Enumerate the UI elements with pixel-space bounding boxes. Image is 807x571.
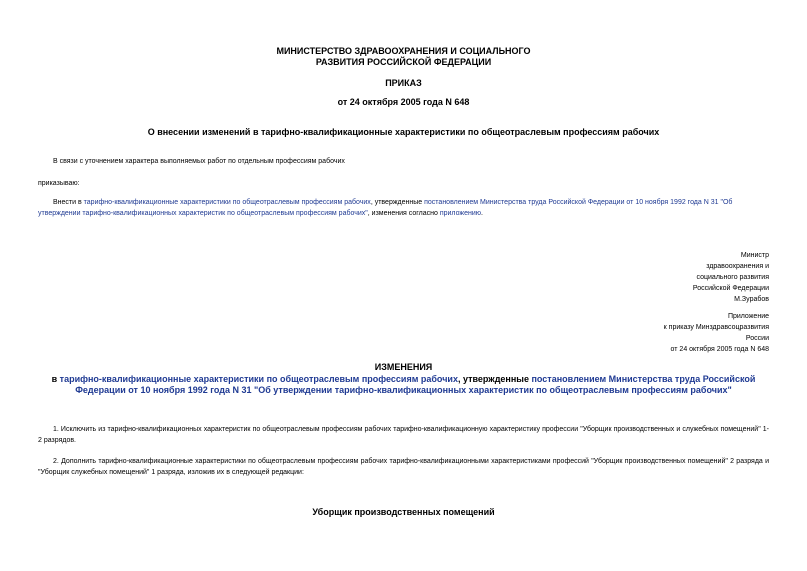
link-tariff-characteristics[interactable]: тарифно-квалификационные характеристики по общеотраслевым профессиям рабочих <box>83 199 371 206</box>
link-resolution-31[interactable]: постановлением Министерства труда Российской Федерации от 10 ноября 1992 года N 31 "Об утверждении тарифно-квалификационных характеристик по общеотраслевым профессиям рабочих" <box>38 199 733 217</box>
link-appendix[interactable]: приложению <box>439 210 481 217</box>
link-changes-characteristics[interactable]: тарифно-квалификационные характеристики по общеотраслевым профессиям рабочих <box>59 374 458 384</box>
paragraph-amendment-start: Внести в <box>53 199 84 206</box>
changes-subtitle-start: в <box>51 374 60 384</box>
appendix-line: Приложение <box>727 313 769 320</box>
paragraph-amendment-mid: , утвержденные <box>370 199 425 206</box>
signature-name: М.Зурабов <box>734 296 769 303</box>
link-changes-resolution[interactable]: постановлением Министерства труда Российской Федерации от 10 ноября 1992 года N 31 "Об утверждении тарифно-квалификационных характеристик по общеотраслевым профессиям рабочих" <box>75 374 756 395</box>
ministry-line-1: МИНИСТЕРСТВО ЗДРАВООХРАНЕНИЯ И СОЦИАЛЬНОГО <box>276 46 531 56</box>
ministry-line-2: РАЗВИТИЯ РОССИЙСКОЙ ФЕДЕРАЦИИ <box>315 57 492 67</box>
appendix-line: к приказу Минздравсоцразвития <box>663 324 769 331</box>
changes-title: ИЗМЕНЕНИЯ <box>374 362 433 372</box>
change-item-2: 2. Дополнить тарифно-квалификационные характеристики по общеотраслевым профессиям рабочих тарифно-квалификационными характеристиками профессий "Уборщик производственных помещений" 2 разряда и "Уборщик служебных помещений" 1 разряда, изложив их в следующей редакции: <box>38 458 769 476</box>
signature-line: здравоохранения и <box>706 263 769 270</box>
order-verb: приказываю: <box>38 180 80 187</box>
signature-line: Российской Федерации <box>692 285 769 292</box>
paragraph-amendment <box>38 197 769 219</box>
appendix-block <box>664 311 769 355</box>
changes-subtitle-mid: , утвержденные <box>457 374 532 384</box>
order-subject: О внесении изменений в тарифно-квалификационные характеристики по общеотраслевым профессиям рабочих <box>147 127 660 137</box>
order-word: ПРИКАЗ <box>385 78 422 88</box>
signature-line: Министр <box>740 252 769 259</box>
appendix-line: от 24 октября 2005 года N 648 <box>670 346 769 353</box>
paragraph-amendment-end: . <box>481 210 483 217</box>
intro-paragraph: В связи с уточнением характера выполняемых работ по отдельным профессиям рабочих <box>53 158 345 165</box>
changes-subtitle <box>38 374 769 396</box>
paragraph-amendment-mid2: , изменения согласно <box>367 210 440 217</box>
order-date: от 24 октября 2005 года N 648 <box>337 97 470 107</box>
change-item-1: 1. Исключить из тарифно-квалификационных характеристик по общеотраслевым профессиям рабочих тарифно-квалификационную характеристику профессии "Уборщик производственных и служебных помещений" 1-2 разрядов. <box>38 426 769 444</box>
section-title: Уборщик производственных помещений <box>312 507 495 517</box>
appendix-line: России <box>745 335 769 342</box>
signature-block <box>693 250 769 305</box>
signature-line: социального развития <box>696 274 769 281</box>
